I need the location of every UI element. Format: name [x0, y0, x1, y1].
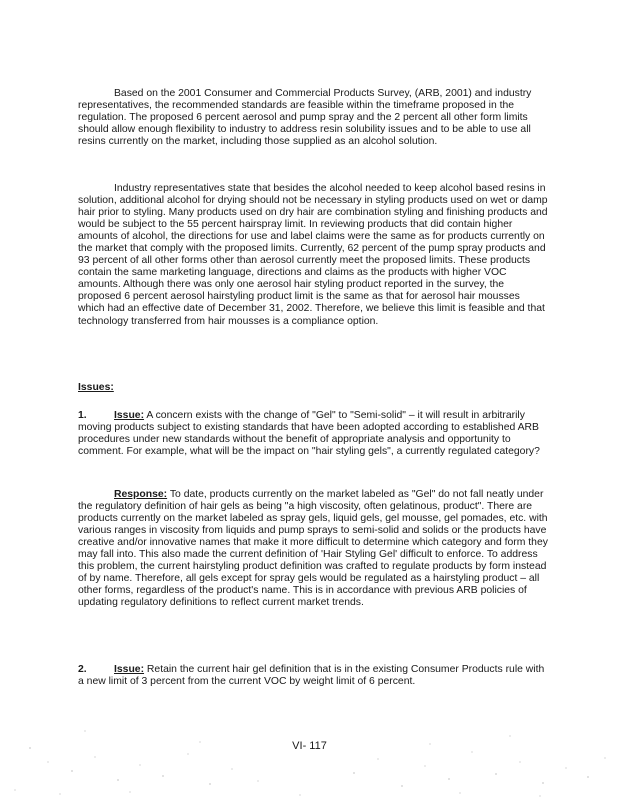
issue-1-text: A concern exists with the change of "Gel" to "Semi-solid" – it will result in arbitrarily moving products subject to existing standards that have been adopted according to established ARB procedures under new standards without the benefit of appropriate analysis and opportunity to comment. For example, what will be the impact on "hair styling gels", a currently regulated category? [78, 410, 540, 458]
issue-2-text: Retain the current hair gel definition that is in the existing Consumer Products rule with a new limit of 3 percent from the current VOC by weight limit of 6 percent. [78, 664, 545, 688]
issue-2-number: 2. [78, 664, 87, 675]
paragraph-survey-feasibility: Based on the 2001 Consumer and Commercial Products Survey, (ARB, 2001) and industry representatives, the recommended standards are feasible within the timeframe proposed in the regulation. The proposed 6 percent aerosol and pump spray and the 2 percent all other form limits should allow enough flexibility to industry to address resin solubility issues and to be able to use all resins currently on the market, including those supplied as an alcohol solution. [78, 88, 532, 148]
response-1-label: Response: [114, 489, 168, 500]
page-number: VI- 117 [292, 740, 327, 752]
issue-2-label: Issue: [114, 664, 145, 675]
response-1-text: To date, products currently on the market labeled as "Gel" do not fall neatly under the regulatory definition of hair gels as being "a high viscosity, often gelatinous, product". There are products currently on the market labeled as spray gels, liquid gels, gel mousse, gel pomades, etc. with various ranges in viscosity from liquids and pump sprays to semi-solid and solids or the products have creative and/or innovative names that make it more difficult to determine which category and form they may fall into. This also made the current definition of 'Hair Styling Gel' difficult to enforce. To address this problem, the current hairstyling product definition was crafted to regulate products by form instead of by name. Therefore, all gels except for spray gels would be regulated as a hairstyling product – all other forms, regardless of the product's name. This is in accordance with previous ARB policies of updating regulatory definitions to reflect current market trends. [78, 489, 548, 609]
issue-1-label: Issue: [114, 410, 145, 421]
issue-1-number: 1. [78, 410, 87, 421]
paragraph-industry-representatives: Industry representatives state that besides the alcohol needed to keep alcohol based resins in solution, additional alcohol for drying should not be necessary in styling products used on wet or damp hair prior to styling. Many products used on dry hair are combination styling and finishing products and would be subject to the 55 percent hairspray limit. In reviewing products that did contain higher amounts of alcohol, the directions for use and label claims were the same as for products currently on the market that comply with the proposed limits. Currently, 62 percent of the pump spray products and 93 percent of all other forms other than aerosol currently meet the proposed limits. These products contain the same marketing language, directions and claims as the products with higher VOC amounts. Although there was only one aerosol hair styling product reported in the survey, the proposed 6 percent aerosol hairstyling product limit is the same as that for aerosol hair mousses which had an effective date of December 31, 2002. Therefore, we believe this limit is feasible and that technology transferred from hair mousses is a compliance option. [78, 183, 548, 327]
response-1 [78, 489, 548, 609]
issues-heading: Issues: [78, 382, 114, 393]
issue-1 [78, 410, 548, 458]
issue-2 [78, 664, 548, 688]
